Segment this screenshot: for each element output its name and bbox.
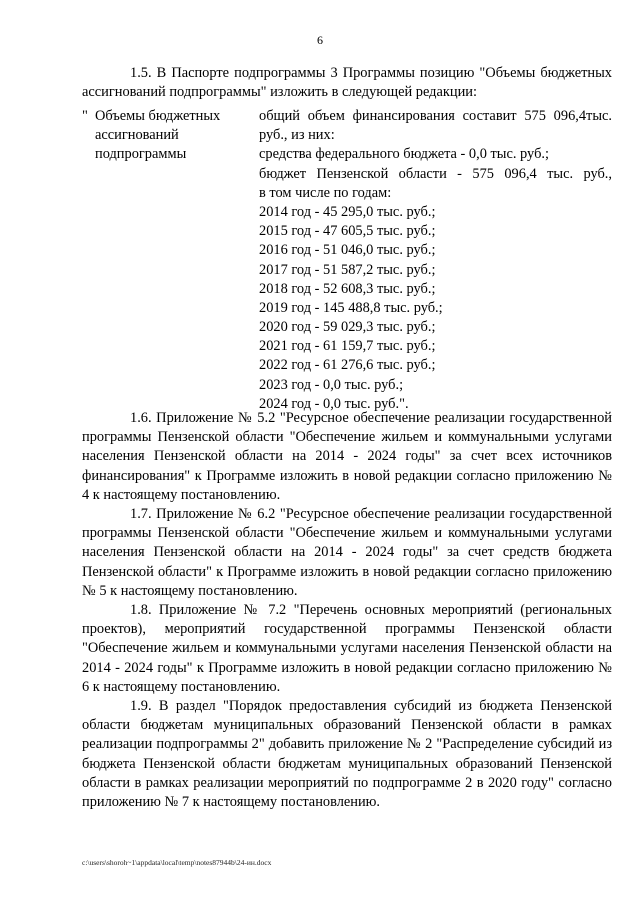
allocation-value-line: 2016 год - 51 046,0 тыс. руб.; [259, 242, 436, 259]
paragraph-1-6-text: 1.6. Приложение № 5.2 "Ресурсное обеспечение реализации государственной программы Пензенской области "Обеспечение жильем и коммунальными услугами населения Пензенской области на 2014 - 2024 годы" за счет всех источников финансирования" к Программе изложить в новой редакции согласно приложению № 4 к настоящему постановлению. [82, 410, 612, 503]
page-number: 6 [317, 33, 323, 47]
allocation-value-line: бюджет Пензенской области - 575 096,4 тыс. руб., [259, 165, 612, 182]
allocation-value-line: 2014 год - 45 295,0 тыс. руб.; [259, 203, 436, 220]
allocation-label-line: Объемы бюджетных [95, 108, 221, 124]
allocation-value-line: 2024 год - 0,0 тыс. руб.". [259, 395, 409, 412]
allocation-values [259, 107, 612, 414]
allocation-value-line: 2021 год - 61 159,7 тыс. руб.; [259, 338, 436, 355]
allocation-value-line: 2019 год - 145 488,8 тыс. руб.; [259, 299, 443, 316]
allocation-value-line: 2023 год - 0,0 тыс. руб.; [259, 376, 404, 393]
allocation-value-line: 2020 год - 59 029,3 тыс. руб.; [259, 319, 436, 336]
allocation-label [95, 107, 250, 165]
allocation-value-line: 2015 год - 47 605,5 тыс. руб.; [259, 223, 436, 240]
allocation-label-line: подпрограммы [95, 146, 187, 163]
paragraph-1-5-text: 1.5. В Паспорте подпрограммы 3 Программы позицию "Объемы бюджетных ассигнований подпрограммы" изложить в следующей редакции: [82, 65, 612, 101]
paragraph-1-6 [82, 409, 612, 505]
paragraph-1-5 [82, 64, 612, 102]
allocation-value-line: 2018 год - 52 608,3 тыс. руб.; [259, 280, 436, 297]
allocation-value-line: в том числе по годам: [259, 184, 392, 201]
opening-quote: " [82, 108, 88, 124]
paragraph-1-9 [82, 697, 612, 812]
allocation-value-line: руб., из них: [259, 127, 335, 144]
allocation-label-line: ассигнований [95, 127, 179, 144]
allocation-value-line: 2022 год - 61 276,6 тыс. руб.; [259, 357, 436, 374]
paragraph-1-7 [82, 505, 612, 601]
paragraph-1-8 [82, 601, 612, 697]
paragraph-1-9-text: 1.9. В раздел "Порядок предоставления субсидий из бюджета Пензенской области бюджетам муниципальных образований Пензенской области в рамках реализации подпрограммы 2" добавить приложение № 2 "Распределение субсидий из бюджета Пензенской области бюджетам муниципальных образований Пензенской области в рамках реализации мероприятий по подпрограмме 2 в 2020 году" согласно приложению № 7 к настоящему постановлению. [82, 698, 612, 811]
paragraph-1-8-text: 1.8. Приложение № 7.2 "Перечень основных мероприятий (региональных проектов), мероприятий государственной программы Пензенской области "Обеспечение жильем и коммунальными услугами населения Пензенской области на 2014 - 2024 годы" к Программе изложить в новой редакции согласно приложению № 6 к настоящему постановлению. [82, 602, 612, 695]
footer-file-path: c:\users\shoroh~1\appdata\local\temp\notes87944b\24-ин.docx [82, 858, 272, 867]
paragraph-1-7-text: 1.7. Приложение № 6.2 "Ресурсное обеспечение реализации государственной программы Пензенской области "Обеспечение жильем и коммунальными услугами населения Пензенской области на 2014 - 2024 годы" за счет средств бюджета Пензенской области" к Программе изложить в новой редакции согласно приложению № 5 к настоящему постановлению. [82, 506, 612, 599]
allocation-value-line: средства федерального бюджета - 0,0 тыс. руб.; [259, 146, 549, 163]
allocation-value-line: общий объем финансирования составит 575 096,4тыс. [259, 108, 612, 124]
allocation-value-line: 2017 год - 51 587,2 тыс. руб.; [259, 261, 436, 278]
